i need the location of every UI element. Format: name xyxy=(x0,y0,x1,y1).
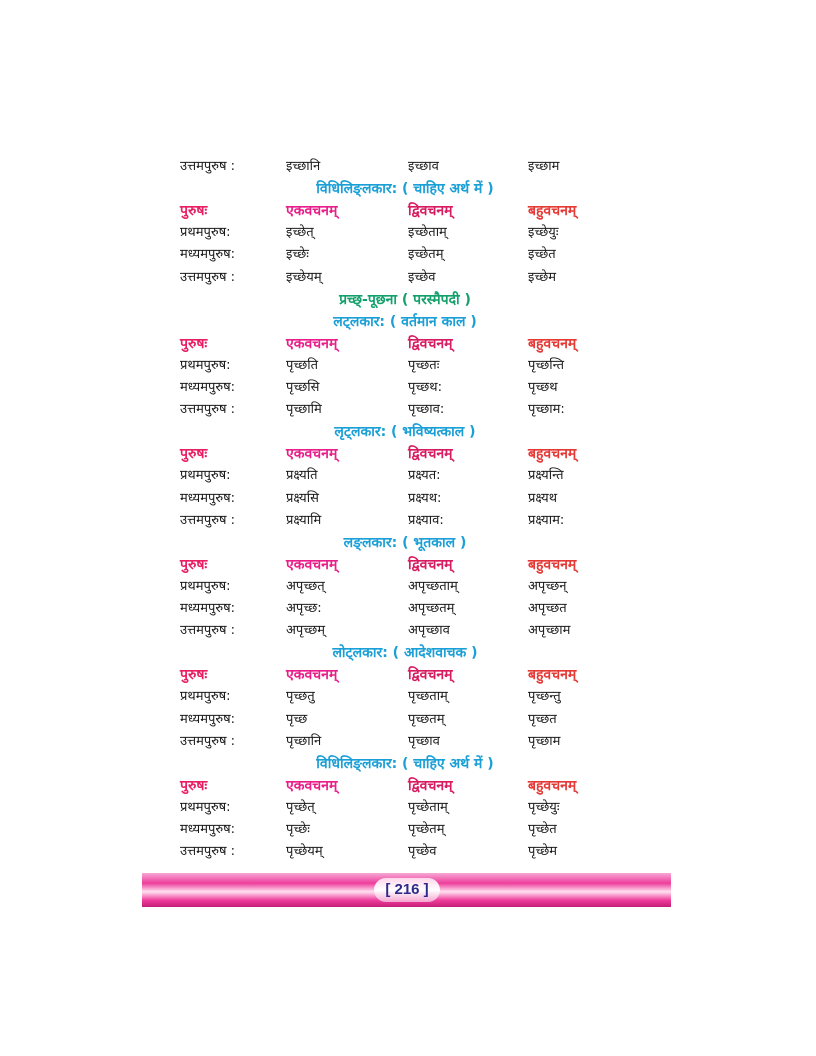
purush-label: पुरुषः xyxy=(180,557,208,573)
table-cell: एकवचनम् xyxy=(286,446,338,462)
table-cell: पृच्छाम xyxy=(528,734,561,749)
table-row xyxy=(0,244,816,266)
table-cell: द्विवचनम् xyxy=(408,446,453,462)
table-cell: पृच्छथ xyxy=(528,380,558,395)
table-row xyxy=(0,465,816,487)
table-cell: बहुवचनम् xyxy=(528,446,577,462)
table-cell: अपृच्छाम xyxy=(528,623,571,638)
table-cell: पृच्छतु xyxy=(286,689,315,704)
table-row xyxy=(0,377,816,399)
table-cell: पृच्छ xyxy=(286,712,308,727)
purush-label: प्रथमपुरुष: xyxy=(180,225,231,240)
table-header-row xyxy=(0,443,816,465)
lakar-heading: लङ्लकार: ( भूतकाल ) xyxy=(343,535,467,551)
table-row xyxy=(0,222,816,244)
table-row xyxy=(0,797,816,819)
table-cell: पृच्छाम: xyxy=(528,402,565,417)
table-row xyxy=(0,267,816,289)
table-row xyxy=(0,620,816,642)
table-cell: इच्छेव xyxy=(408,270,436,285)
table-cell: पृच्छामि xyxy=(286,402,322,417)
table-row xyxy=(0,686,816,708)
table-cell: इच्छेताम् xyxy=(408,225,447,240)
table-row xyxy=(0,510,816,532)
table-row xyxy=(0,399,816,421)
table-cell: अपृच्छन् xyxy=(528,579,567,594)
purush-label: उत्तमपुरुष : xyxy=(180,270,236,285)
purush-label: मध्यमपुरुष: xyxy=(180,822,236,837)
purush-label: मध्यमपुरुष: xyxy=(180,380,236,395)
table-cell: पृच्छेत xyxy=(528,822,557,837)
table-row xyxy=(0,709,816,731)
table-cell: पृच्छतः xyxy=(408,358,440,373)
purush-label: उत्तमपुरुष : xyxy=(180,159,236,174)
table-cell: बहुवचनम् xyxy=(528,557,577,573)
table-cell: प्रक्ष्याम: xyxy=(528,513,565,528)
table-row xyxy=(0,576,816,598)
purush-label: प्रथमपुरुष: xyxy=(180,358,231,373)
purush-label: उत्तमपुरुष : xyxy=(180,844,236,859)
table-header-row xyxy=(0,664,816,686)
table-cell: बहुवचनम् xyxy=(528,778,577,794)
purush-label: मध्यमपुरुष: xyxy=(180,712,236,727)
table-header-row xyxy=(0,775,816,797)
purush-label: पुरुषः xyxy=(180,778,208,794)
table-header-row xyxy=(0,333,816,355)
table-cell: प्रक्ष्यथ xyxy=(528,491,558,506)
table-cell: अपृच्छ: xyxy=(286,601,322,616)
table-cell: एकवचनम् xyxy=(286,778,338,794)
table-cell: अपृच्छतम् xyxy=(408,601,455,616)
lakar-heading: लट्लकार: ( वर्तमान काल ) xyxy=(333,314,477,330)
table-row xyxy=(0,731,816,753)
page-number: [ 216 ] xyxy=(374,878,440,902)
purush-label: पुरुषः xyxy=(180,446,208,462)
purush-label: प्रथमपुरुष: xyxy=(180,579,231,594)
purush-label: मध्यमपुरुष: xyxy=(180,601,236,616)
table-cell: एकवचनम् xyxy=(286,667,338,683)
purush-label: प्रथमपुरुष: xyxy=(180,468,231,483)
table-cell: प्रक्ष्यामि xyxy=(286,513,322,528)
table-cell: पृच्छानि xyxy=(286,734,322,749)
table-row xyxy=(0,156,816,178)
table-cell: एकवचनम् xyxy=(286,557,338,573)
table-cell: पृच्छन्तु xyxy=(528,689,561,704)
table-cell: इच्छेयम् xyxy=(286,270,322,285)
table-cell: पृच्छेत् xyxy=(286,800,315,815)
lakar-heading: लृट्लकार: ( भविष्यत्काल ) xyxy=(334,424,476,440)
table-cell: एकवचनम् xyxy=(286,203,338,219)
table-cell: पृच्छेयुः xyxy=(528,800,560,815)
table-cell: इच्छेत xyxy=(528,247,556,262)
purush-label: पुरुषः xyxy=(180,203,208,219)
table-cell: अपृच्छत xyxy=(528,601,567,616)
table-cell: पृच्छाव: xyxy=(408,402,445,417)
purush-label: पुरुषः xyxy=(180,336,208,352)
table-cell: इच्छेः xyxy=(286,247,309,262)
lakar-heading: विधिलिङ्लकार: ( चाहिए अर्थ में ) xyxy=(316,756,494,772)
table-cell: प्रक्ष्यसि xyxy=(286,491,319,506)
table-cell: द्विवचनम् xyxy=(408,667,453,683)
table-cell: पृच्छसि xyxy=(286,380,320,395)
purush-label: उत्तमपुरुष : xyxy=(180,402,236,417)
table-cell: इच्छेतम् xyxy=(408,247,444,262)
table-cell: प्रक्ष्यति xyxy=(286,468,318,483)
table-cell: प्रक्ष्याव: xyxy=(408,513,444,528)
purush-label: उत्तमपुरुष : xyxy=(180,623,236,638)
purush-label: पुरुषः xyxy=(180,667,208,683)
table-cell: द्विवचनम् xyxy=(408,203,453,219)
table-cell: पृच्छेयम् xyxy=(286,844,323,859)
table-cell: पृच्छत xyxy=(528,712,557,727)
table-cell: अपृच्छत् xyxy=(286,579,325,594)
table-cell: द्विवचनम् xyxy=(408,336,453,352)
purush-label: मध्यमपुरुष: xyxy=(180,247,236,262)
purush-label: उत्तमपुरुष : xyxy=(180,513,236,528)
table-cell: पृच्छेव xyxy=(408,844,437,859)
table-cell: पृच्छेम xyxy=(528,844,558,859)
lakar-heading: विधिलिङ्लकार: ( चाहिए अर्थ में ) xyxy=(316,181,494,197)
table-row xyxy=(0,598,816,620)
table-row xyxy=(0,819,816,841)
table-cell: बहुवचनम् xyxy=(528,336,577,352)
table-cell: द्विवचनम् xyxy=(408,557,453,573)
table-row xyxy=(0,841,816,863)
table-cell: प्रक्ष्यत: xyxy=(408,468,441,483)
table-cell: अपृच्छम् xyxy=(286,623,325,638)
dhatu-heading: प्रच्छ्-पूछना ( परस्मैपदी ) xyxy=(339,292,471,308)
page-footer-band xyxy=(142,873,671,907)
table-cell: इच्छानि xyxy=(286,159,321,174)
table-cell: एकवचनम् xyxy=(286,336,338,352)
table-row xyxy=(0,355,816,377)
table-cell: पृच्छेः xyxy=(286,822,310,837)
purush-label: प्रथमपुरुष: xyxy=(180,689,231,704)
table-cell: अपृच्छाव xyxy=(408,623,450,638)
table-cell: अपृच्छताम् xyxy=(408,579,458,594)
table-cell: पृच्छेताम् xyxy=(408,800,448,815)
lakar-heading: लोट्लकार: ( आदेशवाचक ) xyxy=(332,645,478,661)
table-cell: पृच्छेतम् xyxy=(408,822,445,837)
purush-label: मध्यमपुरुष: xyxy=(180,491,236,506)
table-cell: द्विवचनम् xyxy=(408,778,453,794)
table-cell: पृच्छथ: xyxy=(408,380,442,395)
table-cell: इच्छाव xyxy=(408,159,439,174)
table-cell: बहुवचनम् xyxy=(528,667,577,683)
purush-label: प्रथमपुरुष: xyxy=(180,800,231,815)
table-cell: प्रक्ष्यन्ति xyxy=(528,468,564,483)
table-cell: पृच्छन्ति xyxy=(528,358,565,373)
table-cell: पृच्छति xyxy=(286,358,319,373)
table-cell: प्रक्ष्यथ: xyxy=(408,491,442,506)
table-cell: इच्छेम xyxy=(528,270,557,285)
table-cell: पृच्छतम् xyxy=(408,712,445,727)
table-cell: इच्छाम xyxy=(528,159,560,174)
table-cell: बहुवचनम् xyxy=(528,203,577,219)
table-cell: इच्छेत् xyxy=(286,225,314,240)
table-cell: इच्छेयुः xyxy=(528,225,559,240)
table-row xyxy=(0,488,816,510)
table-header-row xyxy=(0,554,816,576)
table-cell: पृच्छताम् xyxy=(408,689,448,704)
table-header-row xyxy=(0,200,816,222)
purush-label: उत्तमपुरुष : xyxy=(180,734,236,749)
table-cell: पृच्छाव xyxy=(408,734,440,749)
